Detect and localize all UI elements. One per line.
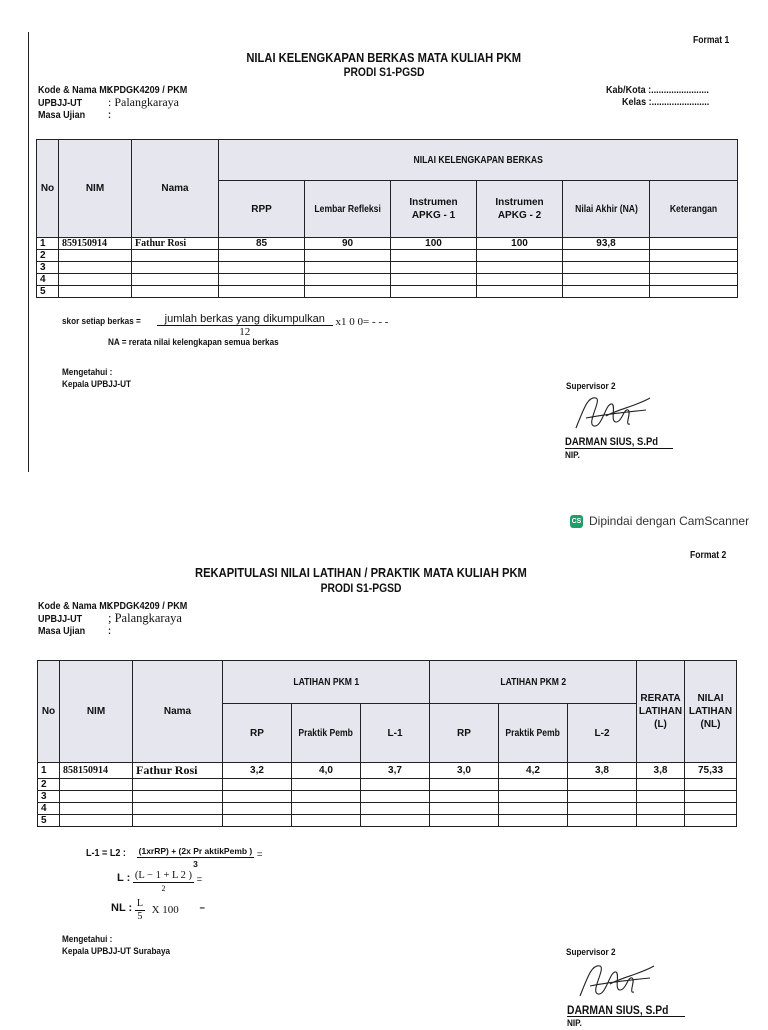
cell-nim — [60, 815, 133, 827]
field-kelas: Kelas :....................... — [622, 96, 710, 108]
col-rp2-header: RP — [430, 704, 499, 763]
cell-l2 — [568, 779, 637, 791]
formula-nl: NL : $\frac{L}{5}$ X 100 − — [111, 898, 205, 922]
table-row — [38, 791, 737, 803]
table-row — [38, 779, 737, 791]
cell-rp2 — [430, 815, 499, 827]
latihan-table — [37, 660, 737, 827]
cell-nama — [133, 803, 223, 815]
cell-no: 1 — [38, 763, 60, 779]
col-na-header: Nilai Akhir (NA) — [563, 181, 650, 238]
col-ket-header: Keterangan — [650, 181, 738, 238]
supervisor-name-2: DARMAN SIUS, S.Pd — [567, 1004, 685, 1017]
cell-apkg2 — [477, 262, 563, 274]
table-row — [37, 286, 738, 298]
supervisor-name: DARMAN SIUS, S.Pd — [565, 436, 673, 449]
cell-nama — [132, 286, 219, 298]
cell-no: 2 — [38, 779, 60, 791]
cell-apkg1 — [391, 262, 477, 274]
group-pkm2-header: LATIHAN PKM 2 — [430, 661, 637, 704]
col-nama-header: Nama — [132, 140, 219, 238]
kepala-label-2: Kepala UPBJJ-UT Surabaya — [62, 946, 171, 957]
cell-l — [637, 791, 685, 803]
cell-ket — [650, 286, 738, 298]
col-nilai-header: NILAI LATIHAN (NL) — [685, 661, 737, 763]
field-kode: Kode & Nama MK: PDGK4209 / PKM — [38, 84, 188, 96]
cell-nim — [60, 803, 133, 815]
cell-pp2: 4,2 — [499, 763, 568, 779]
col-l1-header: L-1 — [361, 704, 430, 763]
col-rerata-header: RERATA LATIHAN (L) — [637, 661, 685, 763]
table-row — [37, 274, 738, 286]
cell-nim — [60, 779, 133, 791]
cell-nl — [685, 779, 737, 791]
cell-nim — [59, 250, 132, 262]
signature-image-2 — [570, 956, 660, 1006]
group-pkm1-header: LATIHAN PKM 1 — [223, 661, 430, 704]
field-upbjj: UPBJJ-UT : Palangkaraya — [38, 95, 179, 109]
formula-numerator: L — [136, 898, 143, 909]
col-nim-header: NIM — [59, 140, 132, 238]
cell-rp2: 3,0 — [430, 763, 499, 779]
cell-rp1 — [223, 815, 292, 827]
cell-pp1 — [292, 791, 361, 803]
cell-no: 3 — [37, 262, 59, 274]
supervisor-label-2: Supervisor 2 — [566, 947, 616, 958]
header-fields — [38, 84, 200, 121]
cell-apkg1 — [391, 250, 477, 262]
cell-pp2 — [499, 791, 568, 803]
cell-ket — [650, 250, 738, 262]
cell-pp2 — [499, 779, 568, 791]
cell-rp2 — [430, 803, 499, 815]
col-rp1-header: RP — [223, 704, 292, 763]
cell-l — [637, 803, 685, 815]
cell-l — [637, 815, 685, 827]
cell-nim — [59, 274, 132, 286]
cell-nama — [133, 791, 223, 803]
cell-nl: 75,33 — [685, 763, 737, 779]
kepala-label: Kepala UPBJJ-UT — [62, 379, 132, 390]
cell-no: 5 — [38, 815, 60, 827]
formula-l1-l2: L-1 = L2 : $\frac{\text{(1xrRP) + (2x Pr aktikPemb )}}{3}$ = — [86, 846, 263, 869]
cell-no: 2 — [37, 250, 59, 262]
cell-l1 — [361, 779, 430, 791]
table-row — [37, 250, 738, 262]
field-masa: Masa Ujian : — [38, 109, 112, 121]
cell-apkg1 — [391, 274, 477, 286]
page-margin-line — [28, 32, 29, 472]
field-masa: Masa Ujian : — [38, 625, 112, 637]
cell-nama — [133, 779, 223, 791]
col-pp2-header: Praktik Pemb — [499, 704, 568, 763]
cell-nama: Fathur Rosi — [133, 763, 223, 779]
formula-numerator: jumlah berkas yang dikumpulkan — [157, 313, 333, 326]
cell-rpp — [219, 262, 305, 274]
cell-nama — [133, 815, 223, 827]
page-subtitle: PRODI S1-PGSD — [343, 65, 425, 79]
cell-no: 4 — [37, 274, 59, 286]
camscanner-text: Dipindai dengan CamScanner — [589, 514, 750, 528]
cell-apkg1 — [391, 286, 477, 298]
signature-image — [566, 388, 656, 438]
formula-denominator: 5 — [137, 911, 143, 922]
formula-denominator: 12 — [239, 326, 251, 338]
cell-lembar — [305, 286, 391, 298]
page-title-2: REKAPITULASI NILAI LATIHAN / PRAKTIK MATA KULIAH PKM — [195, 565, 527, 580]
field-upbjj: UPBJJ-UT ; Palangkaraya — [38, 611, 182, 625]
cell-rp2 — [430, 779, 499, 791]
cell-rpp — [219, 274, 305, 286]
field-kabkota: Kab/Kota :....................... — [606, 84, 709, 96]
cell-nl — [685, 803, 737, 815]
cell-no: 1 — [37, 238, 59, 250]
cell-rp2 — [430, 791, 499, 803]
cell-apkg2: 100 — [477, 238, 563, 250]
cell-na — [563, 250, 650, 262]
formula-skor: skor setiap berkas = $\frac{\text{jumlah berkas yang dikumpulkan}}{12}$ x1 0 0= - - - — [62, 313, 389, 338]
group-header: NILAI KELENGKAPAN BERKAS — [219, 140, 738, 181]
table-row — [38, 763, 737, 779]
formula-denominator: 2 — [161, 884, 166, 893]
cell-pp1: 4,0 — [292, 763, 361, 779]
cell-nl — [685, 791, 737, 803]
supervisor-label: Supervisor 2 — [566, 381, 616, 392]
cell-pp2 — [499, 803, 568, 815]
cell-ket — [650, 238, 738, 250]
col-pp1-header: Praktik Pemb — [292, 704, 361, 763]
format-label-2: Format 2 — [690, 550, 727, 561]
cell-rp1 — [223, 803, 292, 815]
formula-numerator: (L − 1 + L 2 ) — [134, 870, 193, 881]
cell-nama — [132, 262, 219, 274]
cell-na — [563, 274, 650, 286]
col-apkg1-header: Instrumen APKG - 1 — [391, 181, 477, 238]
cell-lembar — [305, 274, 391, 286]
cell-na — [563, 286, 650, 298]
cell-nim — [59, 286, 132, 298]
header-fields-2 — [38, 600, 200, 637]
cell-apkg2 — [477, 274, 563, 286]
cell-apkg1: 100 — [391, 238, 477, 250]
cell-apkg2 — [477, 250, 563, 262]
cell-na: 93,8 — [563, 238, 650, 250]
cell-nama: Fathur Rosi — [132, 238, 219, 250]
mengetahui-label: Mengetahui : — [62, 367, 113, 378]
berkas-table — [36, 139, 738, 298]
cell-pp2 — [499, 815, 568, 827]
cell-l2: 3,8 — [568, 763, 637, 779]
col-apkg2-header: Instrumen APKG - 2 — [477, 181, 563, 238]
cell-rpp — [219, 286, 305, 298]
cell-pp1 — [292, 803, 361, 815]
cell-l: 3,8 — [637, 763, 685, 779]
cell-nl — [685, 815, 737, 827]
cell-l1: 3,7 — [361, 763, 430, 779]
cell-lembar — [305, 250, 391, 262]
page-subtitle-2: PRODI S1-PGSD — [320, 581, 402, 595]
col-no-header: No — [38, 661, 60, 763]
cell-na — [563, 262, 650, 274]
cell-nama — [132, 250, 219, 262]
cell-lembar: 90 — [305, 238, 391, 250]
cell-l1 — [361, 803, 430, 815]
cell-ket — [650, 274, 738, 286]
cell-l1 — [361, 791, 430, 803]
nip-label-2: NIP. — [567, 1018, 582, 1029]
col-nim-header: NIM — [60, 661, 133, 763]
cell-l1 — [361, 815, 430, 827]
col-l2-header: L-2 — [568, 704, 637, 763]
formula-l: L : $\frac{(L - 1 + L 2 )}{2}$ = — [117, 870, 203, 893]
camscanner-icon: CS — [570, 515, 583, 528]
na-note: NA = rerata nilai kelengkapan semua berkas — [108, 337, 279, 348]
col-nama-header: Nama — [133, 661, 223, 763]
cell-nim: 858150914 — [60, 763, 133, 779]
mengetahui-label-2: Mengetahui : — [62, 934, 113, 945]
cell-rpp — [219, 250, 305, 262]
camscanner-watermark — [570, 514, 749, 528]
col-rpp-header: RPP — [219, 181, 305, 238]
cell-rp1 — [223, 779, 292, 791]
cell-pp1 — [292, 779, 361, 791]
cell-nim — [60, 791, 133, 803]
cell-l2 — [568, 791, 637, 803]
cell-rp1: 3,2 — [223, 763, 292, 779]
cell-no: 5 — [37, 286, 59, 298]
cell-l — [637, 779, 685, 791]
cell-rp1 — [223, 791, 292, 803]
nip-label: NIP. — [565, 450, 580, 461]
cell-nim: 859150914 — [59, 238, 132, 250]
cell-apkg2 — [477, 286, 563, 298]
cell-nama — [132, 274, 219, 286]
cell-no: 4 — [38, 803, 60, 815]
field-kode: Kode & Nama MK: PDGK4209 / PKM — [38, 600, 188, 612]
cell-l2 — [568, 803, 637, 815]
col-lembar-header: Lembar Refleksi — [305, 181, 391, 238]
cell-ket — [650, 262, 738, 274]
cell-pp1 — [292, 815, 361, 827]
cell-l2 — [568, 815, 637, 827]
table-row — [37, 238, 738, 250]
col-no-header: No — [37, 140, 59, 238]
table-row — [37, 262, 738, 274]
format-label: Format 1 — [693, 35, 730, 46]
cell-nim — [59, 262, 132, 274]
formula-numerator: (1xrRP) + (2x Pr aktikPemb ) — [138, 846, 253, 856]
cell-no: 3 — [38, 791, 60, 803]
cell-rpp: 85 — [219, 238, 305, 250]
formula-denominator: 3 — [193, 859, 198, 869]
cell-lembar — [305, 262, 391, 274]
page-title: NILAI KELENGKAPAN BERKAS MATA KULIAH PKM — [246, 50, 522, 65]
table-row — [38, 803, 737, 815]
table-row — [38, 815, 737, 827]
